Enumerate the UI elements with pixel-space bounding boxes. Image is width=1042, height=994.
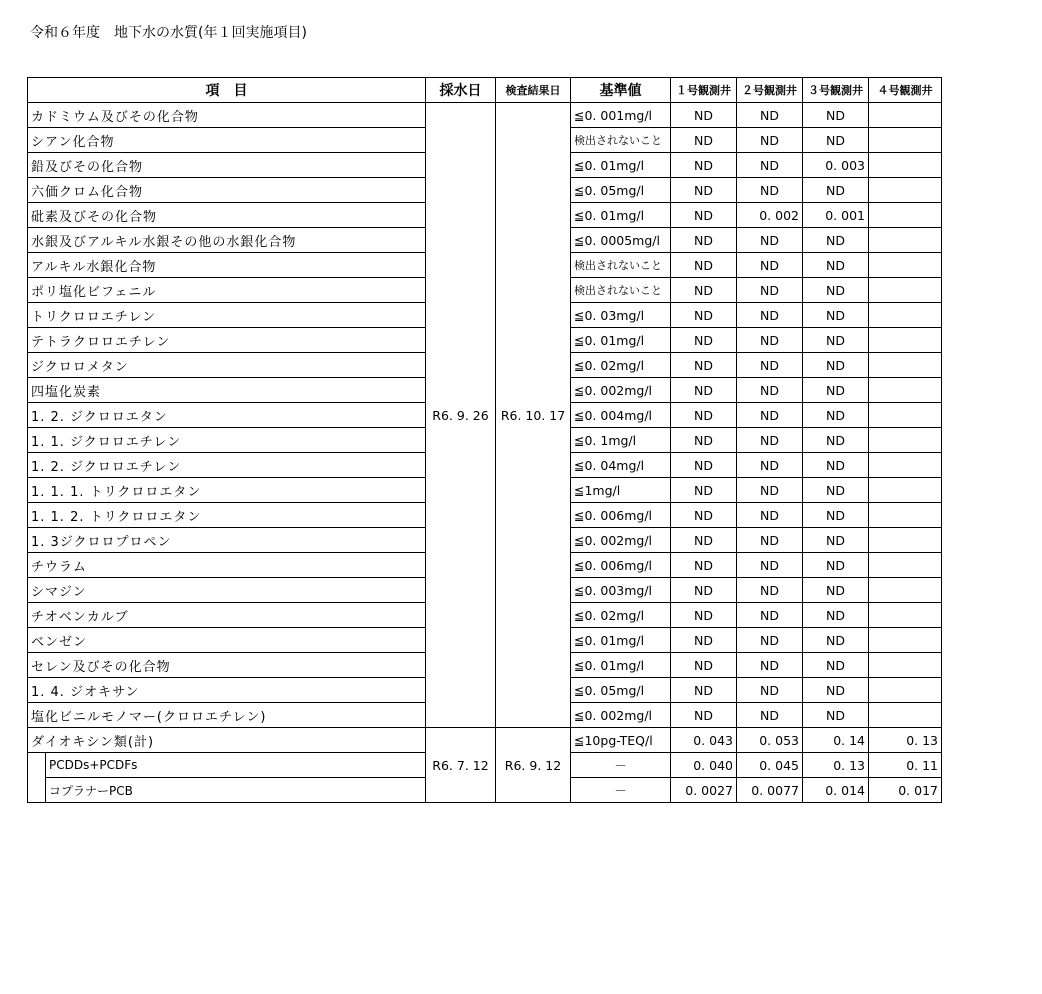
standard-value: ≦0. 006mg/l xyxy=(571,503,671,528)
standard-value: ≦0. 04mg/l xyxy=(571,453,671,478)
item-name: アルキル水銀化合物 xyxy=(28,253,426,278)
well-3-value: ND xyxy=(803,328,869,353)
well-2-value: ND xyxy=(737,653,803,678)
item-name: チオベンカルブ xyxy=(28,603,426,628)
well-2-value: ND xyxy=(737,453,803,478)
well-1-value: ND xyxy=(671,203,737,228)
item-name: 六価クロム化合物 xyxy=(28,178,426,203)
sub-item-name: PCDDs+PCDFs xyxy=(46,753,426,778)
sub-item-name: コプラナーPCB xyxy=(46,778,426,803)
well-1-value: ND xyxy=(671,503,737,528)
well-1-value: ND xyxy=(671,378,737,403)
standard-value: ≦1mg/l xyxy=(571,478,671,503)
standard-value: 検出されないこと xyxy=(571,128,671,153)
well-2-value: ND xyxy=(737,678,803,703)
item-name: セレン及びその化合物 xyxy=(28,653,426,678)
standard-value: ≦0. 002mg/l xyxy=(571,703,671,728)
well-2-value: ND xyxy=(737,528,803,553)
well-2-value: ND xyxy=(737,128,803,153)
standard-value: 検出されないこと xyxy=(571,278,671,303)
item-name: 1. 4. ジオキサン xyxy=(28,678,426,703)
item-name: カドミウム及びその化合物 xyxy=(28,103,426,128)
standard-value: ≦0. 0005mg/l xyxy=(571,228,671,253)
standard-value: ≦0. 01mg/l xyxy=(571,328,671,353)
well-4-value xyxy=(869,703,942,728)
header-well-4: ４号観測井 xyxy=(869,78,942,103)
item-name: トリクロロエチレン xyxy=(28,303,426,328)
well-1-value: ND xyxy=(671,253,737,278)
header-well-3: ３号観測井 xyxy=(803,78,869,103)
item-name: 水銀及びアルキル水銀その他の水銀化合物 xyxy=(28,228,426,253)
standard-value: ≦0. 001mg/l xyxy=(571,103,671,128)
standard-value: ≦0. 002mg/l xyxy=(571,528,671,553)
header-well-1: １号観測井 xyxy=(671,78,737,103)
standard-value: ≦0. 004mg/l xyxy=(571,403,671,428)
well-3-value: ND xyxy=(803,428,869,453)
item-name: ポリ塩化ビフェニル xyxy=(28,278,426,303)
well-3-value: ND xyxy=(803,603,869,628)
sampling-date: R6. 9. 26 xyxy=(426,103,496,728)
well-3-value: ND xyxy=(803,528,869,553)
well-1-value: 0. 043 xyxy=(671,728,737,753)
well-3-value: ND xyxy=(803,478,869,503)
well-4-value xyxy=(869,378,942,403)
well-3-value: ND xyxy=(803,628,869,653)
well-4-value xyxy=(869,553,942,578)
well-4-value xyxy=(869,653,942,678)
well-4-value xyxy=(869,278,942,303)
standard-value: ≦0. 05mg/l xyxy=(571,678,671,703)
item-name: 四塩化炭素 xyxy=(28,378,426,403)
well-4-value xyxy=(869,328,942,353)
standard-value: ≦0. 01mg/l xyxy=(571,203,671,228)
well-3-value: ND xyxy=(803,128,869,153)
well-1-value: ND xyxy=(671,703,737,728)
result-date: R6. 10. 17 xyxy=(496,103,571,728)
item-name: 1. 3ジクロロプロペン xyxy=(28,528,426,553)
groundwater-quality-table xyxy=(27,77,942,803)
well-4-value xyxy=(869,228,942,253)
well-2-value: ND xyxy=(737,103,803,128)
well-2-value: ND xyxy=(737,628,803,653)
well-3-value: 0. 014 xyxy=(803,778,869,803)
standard-value: － xyxy=(571,778,671,803)
result-date: R6. 9. 12 xyxy=(496,728,571,803)
well-4-value: 0. 11 xyxy=(869,753,942,778)
well-1-value: ND xyxy=(671,553,737,578)
well-4-value: 0. 13 xyxy=(869,728,942,753)
well-3-value: ND xyxy=(803,578,869,603)
well-4-value xyxy=(869,578,942,603)
well-2-value: ND xyxy=(737,603,803,628)
well-2-value: ND xyxy=(737,303,803,328)
well-2-value: ND xyxy=(737,378,803,403)
well-2-value: ND xyxy=(737,353,803,378)
well-1-value: ND xyxy=(671,453,737,478)
header-standard: 基準値 xyxy=(571,78,671,103)
well-3-value: ND xyxy=(803,103,869,128)
well-2-value: ND xyxy=(737,228,803,253)
well-4-value xyxy=(869,253,942,278)
well-2-value: ND xyxy=(737,178,803,203)
well-1-value: ND xyxy=(671,153,737,178)
well-4-value xyxy=(869,503,942,528)
well-1-value: 0. 040 xyxy=(671,753,737,778)
well-4-value xyxy=(869,128,942,153)
well-2-value: ND xyxy=(737,428,803,453)
standard-value: ≦0. 1mg/l xyxy=(571,428,671,453)
well-2-value: ND xyxy=(737,278,803,303)
well-1-value: ND xyxy=(671,128,737,153)
well-4-value xyxy=(869,628,942,653)
well-1-value: ND xyxy=(671,103,737,128)
header-item: 項 目 xyxy=(28,78,426,103)
well-3-value: ND xyxy=(803,378,869,403)
well-3-value: ND xyxy=(803,303,869,328)
item-name: 鉛及びその化合物 xyxy=(28,153,426,178)
standard-value: ≦0. 003mg/l xyxy=(571,578,671,603)
well-4-value xyxy=(869,178,942,203)
item-name: 砒素及びその化合物 xyxy=(28,203,426,228)
header-result-date: 検査結果日 xyxy=(496,78,571,103)
well-3-value: ND xyxy=(803,703,869,728)
well-3-value: ND xyxy=(803,553,869,578)
well-1-value: ND xyxy=(671,478,737,503)
item-name: シマジン xyxy=(28,578,426,603)
well-2-value: 0. 045 xyxy=(737,753,803,778)
item-name: テトラクロロエチレン xyxy=(28,328,426,353)
well-2-value: ND xyxy=(737,503,803,528)
well-3-value: 0. 003 xyxy=(803,153,869,178)
well-4-value xyxy=(869,203,942,228)
well-1-value: ND xyxy=(671,578,737,603)
standard-value: ≦0. 02mg/l xyxy=(571,353,671,378)
well-1-value: ND xyxy=(671,328,737,353)
well-2-value: ND xyxy=(737,478,803,503)
well-3-value: 0. 14 xyxy=(803,728,869,753)
item-name: 1. 1. ジクロロエチレン xyxy=(28,428,426,453)
well-1-value: ND xyxy=(671,653,737,678)
item-name: 1. 1. 2. トリクロロエタン xyxy=(28,503,426,528)
well-4-value xyxy=(869,453,942,478)
standard-value: ≦0. 01mg/l xyxy=(571,153,671,178)
well-1-value: 0. 0027 xyxy=(671,778,737,803)
header-row xyxy=(28,78,942,103)
well-3-value: ND xyxy=(803,253,869,278)
item-name: シアン化合物 xyxy=(28,128,426,153)
well-4-value xyxy=(869,428,942,453)
well-2-value: 0. 053 xyxy=(737,728,803,753)
item-name: 1. 2. ジクロロエタン xyxy=(28,403,426,428)
well-3-value: ND xyxy=(803,678,869,703)
standard-value: ≦0. 02mg/l xyxy=(571,603,671,628)
indent-spacer xyxy=(28,778,46,803)
well-3-value: ND xyxy=(803,228,869,253)
standard-value: ≦0. 006mg/l xyxy=(571,553,671,578)
header-sampling-date: 採水日 xyxy=(426,78,496,103)
well-1-value: ND xyxy=(671,228,737,253)
well-2-value: ND xyxy=(737,153,803,178)
well-1-value: ND xyxy=(671,603,737,628)
well-2-value: ND xyxy=(737,578,803,603)
well-1-value: ND xyxy=(671,403,737,428)
indent-spacer xyxy=(28,753,46,778)
item-name: ダイオキシン類(計) xyxy=(28,728,426,753)
well-2-value: ND xyxy=(737,403,803,428)
well-1-value: ND xyxy=(671,528,737,553)
item-name: 塩化ビニルモノマー(クロロエチレン) xyxy=(28,703,426,728)
well-2-value: ND xyxy=(737,703,803,728)
table-row xyxy=(28,728,942,753)
well-3-value: ND xyxy=(803,278,869,303)
well-4-value xyxy=(869,603,942,628)
well-4-value xyxy=(869,303,942,328)
well-2-value: 0. 002 xyxy=(737,203,803,228)
well-3-value: ND xyxy=(803,653,869,678)
standard-value: ≦0. 05mg/l xyxy=(571,178,671,203)
standard-value: ≦0. 002mg/l xyxy=(571,378,671,403)
well-4-value xyxy=(869,678,942,703)
well-4-value xyxy=(869,153,942,178)
well-1-value: ND xyxy=(671,278,737,303)
table-body xyxy=(28,103,942,803)
well-3-value: ND xyxy=(803,353,869,378)
well-3-value: 0. 001 xyxy=(803,203,869,228)
well-3-value: ND xyxy=(803,453,869,478)
well-4-value xyxy=(869,478,942,503)
well-4-value xyxy=(869,528,942,553)
standard-value: ≦0. 01mg/l xyxy=(571,653,671,678)
standard-value: 検出されないこと xyxy=(571,253,671,278)
standard-value: ≦0. 01mg/l xyxy=(571,628,671,653)
well-4-value: 0. 017 xyxy=(869,778,942,803)
item-name: ジクロロメタン xyxy=(28,353,426,378)
standard-value: ≦0. 03mg/l xyxy=(571,303,671,328)
well-3-value: ND xyxy=(803,178,869,203)
standard-value: ≦10pg-TEQ/l xyxy=(571,728,671,753)
well-4-value xyxy=(869,403,942,428)
well-2-value: ND xyxy=(737,553,803,578)
well-1-value: ND xyxy=(671,178,737,203)
header-well-2: ２号観測井 xyxy=(737,78,803,103)
well-1-value: ND xyxy=(671,678,737,703)
well-3-value: 0. 13 xyxy=(803,753,869,778)
well-1-value: ND xyxy=(671,353,737,378)
well-2-value: ND xyxy=(737,328,803,353)
sampling-date: R6. 7. 12 xyxy=(426,728,496,803)
table-row xyxy=(28,103,942,128)
well-4-value xyxy=(869,103,942,128)
item-name: チウラム xyxy=(28,553,426,578)
item-name: 1. 1. 1. トリクロロエタン xyxy=(28,478,426,503)
well-1-value: ND xyxy=(671,628,737,653)
well-3-value: ND xyxy=(803,503,869,528)
well-4-value xyxy=(869,353,942,378)
item-name: ベンゼン xyxy=(28,628,426,653)
standard-value: － xyxy=(571,753,671,778)
well-1-value: ND xyxy=(671,428,737,453)
well-1-value: ND xyxy=(671,303,737,328)
well-2-value: ND xyxy=(737,253,803,278)
well-2-value: 0. 0077 xyxy=(737,778,803,803)
page-title: 令和６年度 地下水の水質(年１回実施項目) xyxy=(30,25,307,41)
item-name: 1. 2. ジクロロエチレン xyxy=(28,453,426,478)
well-3-value: ND xyxy=(803,403,869,428)
